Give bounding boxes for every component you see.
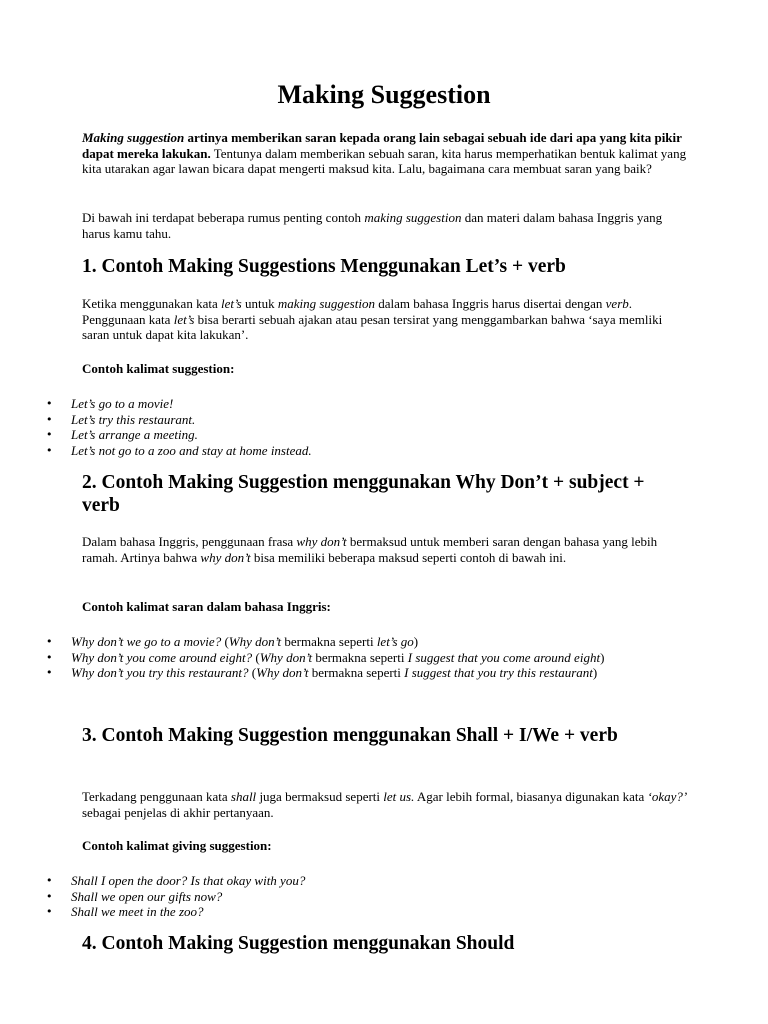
section-3-heading: 3. Contoh Making Suggestion menggunakan Shall + I/We + verb [82,725,618,746]
s3-term-1: shall [230,789,257,804]
example-meaning-label: bermakna seperti [281,634,377,649]
list-item [0,650,680,666]
section-1-heading: 1. Contoh Making Suggestions Menggunakan Let’s + verb [82,256,566,277]
section-2-label: Contoh kalimat saran dalam bahasa Inggris: [82,599,331,614]
intro-text: Tentunya dalam memberikan sebuah saran, kita harus memperhatikan bentuk kalimat yang kita utarakan agar lawan bicara dapat mengerti maksud kita. Lalu, bagaimana cara membuat saran yang baik? [82,145,687,176]
s3-text-b: juga bermaksud seperti [256,789,384,804]
section-2-heading: 2. Contoh Making Suggestion menggunakan Why Don’t + subject + verb [82,472,645,516]
example-meaning: let’s go [376,634,414,649]
section-1-label: Contoh kalimat suggestion: [82,361,235,376]
section-3-label: Contoh kalimat giving suggestion: [82,838,272,853]
s2-text-a: Dalam bahasa Inggris, penggunaan frasa [82,534,297,549]
s1-term-1: let’s [220,296,242,311]
example-paren: ( [252,649,260,665]
page-title: Making Suggestion [277,80,491,109]
intro-term: Making suggestion [82,130,185,145]
example-sentence: Why don’t you come around eight? [71,649,253,665]
section-3-paragraph [82,789,692,820]
s3-text-c: Agar lebih formal, biasanya digunakan kata [414,789,648,804]
list-item [0,665,680,681]
s1-term-4: let’s [173,311,195,327]
s3-term-2: let us. [383,789,415,804]
example-paren-close: ) [413,634,419,649]
s1-text-c: dalam bahasa Inggris harus disertai dengan [374,296,606,311]
example-meaning: I suggest that you try this restaurant [404,665,593,680]
example-paren-close: ) [592,665,598,680]
intro-text-a: Di bawah ini terdapat beberapa rumus penting contoh [82,210,365,225]
s2-text-c: bisa memiliki beberapa maksud seperti contoh di bawah ini. [250,549,567,565]
section-2-paragraph [82,534,692,565]
list-item: • Let’s go to a movie! [0,396,640,412]
section-4-heading: 4. Contoh Making Suggestion menggunakan Should [82,933,515,954]
s3-text-d: sebagai penjelas di akhir pertanyaan. [82,804,274,820]
example-term: Why don’t [228,634,282,649]
list-item: • Shall I open the door? Is that okay with you? [0,873,640,889]
example-paren: ( [248,665,257,680]
example-term: Why don’t [256,665,309,680]
example-paren-close: ) [600,649,605,665]
s1-term-3: verb [605,296,629,311]
intro-paragraph [82,130,692,177]
section-3-list [0,873,640,920]
s3-text-a: Terkadang penggunaan kata [82,789,231,804]
list-item: • Let’s arrange a meeting. [0,427,640,443]
example-meaning-label: bermakna seperti [308,665,405,680]
list-item: • Let’s not go to a zoo and stay at home instead. [0,443,640,459]
s1-text-b: untuk [241,296,278,311]
example-paren: ( [221,634,229,649]
list-item: • Let’s try this restaurant. [0,412,640,428]
section-2-list [0,634,680,681]
intro-text-b: dan materi dalam bahasa Inggris yang harus kamu tahu. [82,210,663,241]
s1-text-e: bisa berarti sebuah ajakan atau pesan tersirat yang menggambarkan bahwa ‘saya memliki saran untuk dapat kita lakukan’. [82,311,663,342]
s2-term-2: why don’t [200,549,251,565]
example-meaning: I suggest that you come around eight [407,649,601,665]
list-item [0,634,680,650]
s2-term-1: why don’t [296,534,347,549]
intro-definition: artinya memberikan saran kepada orang lain sebagai sebuah ide dari apa yang kita pikir dapat mereka lakukan. [82,130,682,161]
list-item: • Shall we open our gifts now? [0,889,640,905]
s3-term-3: ‘okay?’ [647,789,688,804]
section-1-paragraph [82,296,692,343]
s1-term-2: making suggestion [277,296,375,311]
s1-text-d: . Penggunaan kata [82,296,633,327]
intro-paragraph-2 [82,210,692,241]
example-meaning-label: bermakna seperti [312,649,408,665]
list-item: • Shall we meet in the zoo? [0,904,640,920]
example-term: Why don’t [259,649,313,665]
s1-text-a: Ketika menggunakan kata [82,296,221,311]
example-sentence: Why don’t we go to a movie? [71,634,222,649]
example-sentence: Why don’t you try this restaurant? [71,665,249,680]
section-1-list [0,396,640,458]
intro-term-2: making suggestion [364,210,462,225]
s2-text-b: bermaksud untuk memberi saran dengan bahasa yang lebih ramah. Artinya bahwa [82,534,658,565]
